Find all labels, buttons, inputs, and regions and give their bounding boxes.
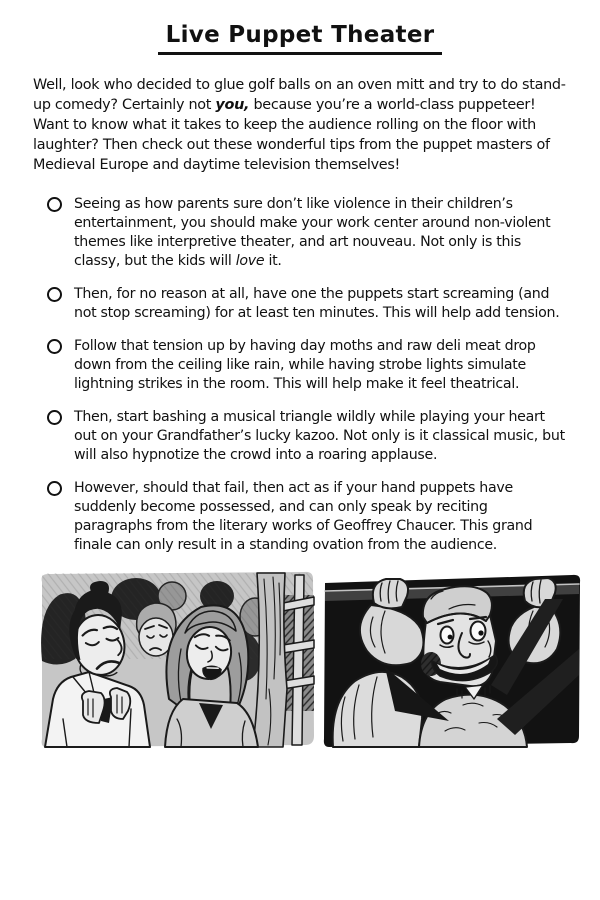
circle-bullet-icon	[47, 287, 62, 302]
tip-text: Follow that tension up by having day moths and raw deli meat drop down from the ceiling like rain, while having strobe lights simulate lightning strikes in the room. This will help make it feel theatrical.	[74, 338, 536, 392]
tip-emphasis: love	[235, 253, 265, 269]
puppeteer-scene	[324, 575, 580, 747]
intro-paragraph	[33, 75, 567, 175]
tip-item	[47, 408, 567, 465]
circle-bullet-icon	[47, 339, 62, 354]
tip-item	[47, 479, 567, 555]
intro-text-pre: Well, look who decided to glue golf balls on an oven mitt and try to do stand-up comedy? Certainly not	[33, 77, 566, 113]
audience-scene	[41, 572, 314, 747]
tip-text: Then, for no reason at all, have one the puppets start screaming (and not stop screaming) for at least ten minutes. This will help add tension.	[74, 286, 560, 321]
page-title: Live Puppet Theater	[158, 22, 443, 55]
tip-text: However, should that fail, then act as if your hand puppets have suddenly become possessed, and can only speak by reciting paragraphs from the literary works of Geoffrey Chaucer. This grand finale can only result in a standing ovation from the audience.	[74, 480, 533, 553]
intro-text-post: because you’re a world-class puppeteer! Want to know what it takes to keep the audience rolling on the floor with laughter? Then check out these wonderful tips from the puppet masters of Medieval Europe and daytime television themselves!	[33, 97, 550, 173]
tip-item	[47, 337, 567, 394]
tip-item	[47, 285, 567, 323]
title-row	[33, 22, 567, 55]
intro-emphasis: you,	[215, 97, 250, 113]
tip-text-post: it.	[264, 253, 282, 269]
circle-bullet-icon	[47, 481, 62, 496]
tips-list	[33, 195, 567, 555]
tip-text: Then, start bashing a musical triangle wildly while playing your heart out on your Grandfather’s lucky kazoo. Not only is it classical music, but will also hypnotize the crowd into a roaring applause.	[74, 409, 565, 463]
audience-and-puppeteer-illustration	[33, 569, 583, 751]
tip-text: Seeing as how parents sure don’t like violence in their children’s entertainment, you should make your work center around non-violent themes like interpretive theater, and art nouveau. Not only is this classy, but the kids will	[74, 196, 551, 269]
tip-item	[47, 195, 567, 271]
circle-bullet-icon	[47, 410, 62, 425]
circle-bullet-icon	[47, 197, 62, 212]
